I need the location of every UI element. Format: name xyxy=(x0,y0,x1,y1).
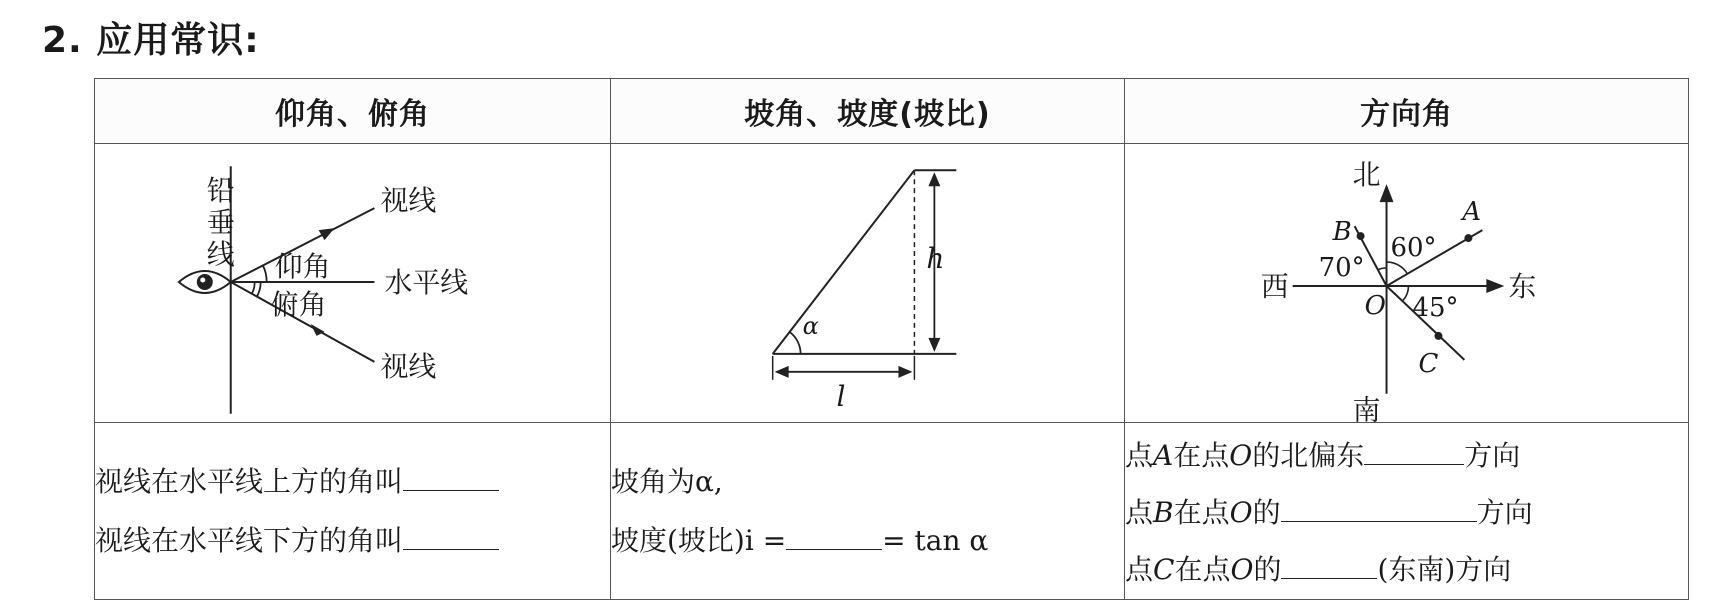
alpha-arc xyxy=(790,332,801,354)
text-b-dir: 的 xyxy=(1252,495,1281,529)
elevation-diagram xyxy=(95,144,610,422)
text-c-var: C xyxy=(1153,552,1175,586)
col-header-direction: 方向角 xyxy=(1125,79,1689,144)
depression-arc-2 xyxy=(257,282,261,297)
text-b-prefix: 点 xyxy=(1125,495,1154,529)
slope-ratio-prefix: 坡度(坡比)i = xyxy=(611,523,787,557)
elevation-arc xyxy=(263,265,267,282)
text-row xyxy=(95,423,1689,600)
text-elevation xyxy=(95,423,611,600)
arc-60 xyxy=(1387,262,1408,274)
figure-elevation-depression xyxy=(95,144,611,423)
east-arrow-icon xyxy=(1486,279,1504,293)
text-b-var: B xyxy=(1153,495,1174,529)
length-label: l xyxy=(836,379,846,413)
text-a-origin: O xyxy=(1229,438,1253,472)
point-c-label: C xyxy=(1418,348,1439,379)
arc-45 xyxy=(1403,286,1409,301)
text-line xyxy=(1125,426,1688,483)
direction-c-blank[interactable] xyxy=(1281,540,1377,579)
point-a xyxy=(1464,234,1472,242)
sight-label-bottom: 视线 xyxy=(380,349,437,383)
length-arrow-left-icon xyxy=(775,366,789,378)
point-a-label: A xyxy=(1462,197,1482,228)
text-line xyxy=(95,452,610,511)
direction-b-blank[interactable] xyxy=(1281,483,1477,522)
text-c-mid: 在点 xyxy=(1174,552,1231,586)
text-b-mid: 在点 xyxy=(1173,495,1230,529)
text-line xyxy=(611,511,1124,570)
slope-line xyxy=(773,170,915,354)
figure-row xyxy=(95,144,1689,423)
compass-diagram xyxy=(1125,144,1688,422)
text-line xyxy=(1125,540,1688,597)
text-c-origin: O xyxy=(1230,552,1254,586)
angle-45-label: 45° xyxy=(1412,292,1459,323)
slope-diagram xyxy=(611,144,1124,422)
text-direction xyxy=(1125,423,1689,600)
west-label: 西 xyxy=(1260,269,1289,303)
figure-slope xyxy=(611,144,1125,423)
text-b-origin: O xyxy=(1229,495,1253,529)
south-label: 南 xyxy=(1352,393,1381,422)
point-b xyxy=(1357,232,1365,240)
col-header-elevation: 仰角、俯角 xyxy=(95,79,611,144)
text-a-dir: 的北偏东 xyxy=(1252,438,1365,472)
text-a-suffix: 方向 xyxy=(1464,438,1521,472)
arrow-up-icon xyxy=(319,228,335,240)
north-arrow-icon xyxy=(1380,184,1394,202)
vertical-char-2: 垂 xyxy=(206,206,235,240)
height-arrow-down-icon xyxy=(928,338,940,352)
text-c-suffix: (东南)方向 xyxy=(1377,552,1512,586)
direction-a-blank[interactable] xyxy=(1364,426,1464,465)
text-c-dir: 的 xyxy=(1253,552,1282,586)
arrow-down-icon xyxy=(311,324,325,336)
text-line xyxy=(1125,483,1688,540)
height-arrow-up-icon xyxy=(928,172,940,186)
header-row xyxy=(95,79,1689,144)
text-c-prefix: 点 xyxy=(1125,552,1154,586)
knowledge-table xyxy=(94,78,1689,600)
vertical-char-1: 铅 xyxy=(206,174,235,208)
depression-arc xyxy=(252,282,255,294)
arc-70 xyxy=(1378,268,1387,270)
elevation-question: 视线在水平线上方的角叫 xyxy=(95,465,404,498)
text-a-mid: 在点 xyxy=(1173,438,1230,472)
text-a-var: A xyxy=(1153,438,1174,472)
figure-direction xyxy=(1125,144,1689,423)
angle-70-label: 70° xyxy=(1318,253,1365,284)
slope-angle-text: 坡角为α, xyxy=(611,464,723,498)
height-label: h xyxy=(926,242,945,276)
east-label: 东 xyxy=(1508,269,1537,303)
point-b-label: B xyxy=(1332,217,1352,248)
origin-label: O xyxy=(1364,290,1386,321)
alpha-label: α xyxy=(802,311,819,340)
depression-answer-blank[interactable] xyxy=(403,511,499,550)
text-line xyxy=(95,511,610,570)
eye-icon xyxy=(179,271,231,293)
point-c xyxy=(1434,332,1442,340)
elevation-answer-blank[interactable] xyxy=(403,452,499,491)
vertical-char-3: 线 xyxy=(206,238,235,272)
slope-ratio-suffix: = tan α xyxy=(882,523,989,557)
col-header-slope: 坡角、坡度(坡比) xyxy=(611,79,1125,144)
length-arrow-right-icon xyxy=(898,366,912,378)
slope-ratio-blank[interactable] xyxy=(786,511,882,550)
text-a-prefix: 点 xyxy=(1125,438,1154,472)
north-label: 北 xyxy=(1352,158,1381,192)
text-line xyxy=(611,453,1124,511)
section-heading: 2. 应用常识: xyxy=(42,20,260,61)
sight-label-top: 视线 xyxy=(380,184,437,218)
depression-question: 视线在水平线下方的角叫 xyxy=(95,524,404,557)
text-b-suffix: 方向 xyxy=(1476,495,1533,529)
horizontal-label: 水平线 xyxy=(384,265,469,299)
elevation-label: 仰角 xyxy=(274,250,331,284)
text-slope xyxy=(611,423,1125,600)
angle-60-label: 60° xyxy=(1390,233,1437,264)
depression-label: 俯角 xyxy=(270,287,327,321)
